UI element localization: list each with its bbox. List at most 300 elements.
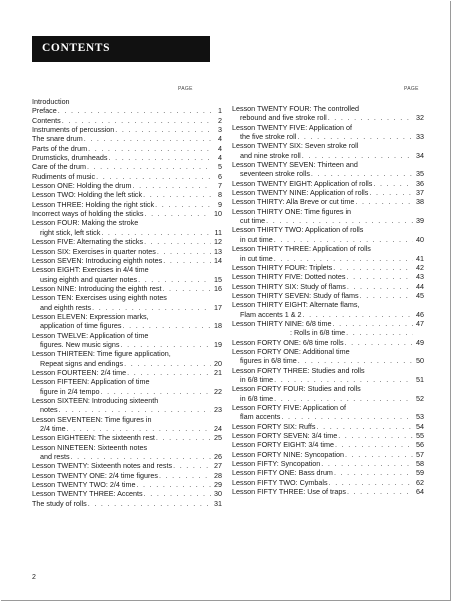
toc-entry-line bbox=[32, 461, 222, 470]
toc-entry bbox=[232, 338, 424, 347]
dot-leader bbox=[297, 132, 413, 141]
toc-entry-line bbox=[232, 141, 424, 150]
toc-entry bbox=[232, 319, 424, 328]
toc-entry-line bbox=[32, 415, 222, 424]
toc-entry-page: 15 bbox=[214, 274, 222, 284]
toc-entry-title: Lesson THIRTY: Alla Breve or cut time bbox=[232, 197, 355, 207]
toc-entry-continuation bbox=[32, 387, 222, 396]
toc-entry-title: and eighth rests bbox=[40, 302, 92, 312]
toc-entry-title: Lesson FORTY EIGHT: 3/4 time bbox=[232, 440, 334, 450]
toc-entry-title: Lesson TWENTY SIX: Seven stroke roll bbox=[232, 141, 359, 151]
dot-leader bbox=[347, 282, 413, 291]
toc-entry bbox=[32, 172, 222, 181]
toc-entry-line bbox=[32, 499, 222, 508]
toc-entry-page: 31 bbox=[214, 498, 222, 508]
dot-leader bbox=[333, 263, 413, 272]
toc-entry bbox=[232, 450, 424, 459]
toc-entry bbox=[232, 300, 424, 319]
toc-entry-page: 49 bbox=[416, 337, 424, 347]
dot-leader bbox=[345, 450, 413, 459]
toc-entry-title: figure in 2/4 tempo bbox=[40, 386, 100, 396]
section-heading: Introduction bbox=[32, 97, 70, 106]
toc-entry bbox=[232, 179, 424, 188]
dot-leader bbox=[311, 169, 413, 178]
toc-entry-page: 37 bbox=[416, 188, 424, 198]
toc-entry-continuation bbox=[32, 321, 222, 330]
toc-entry-title: Lesson TWENTY FOUR: The controlled bbox=[232, 104, 360, 113]
toc-entry-page: 29 bbox=[214, 480, 222, 490]
toc-entry-page: 46 bbox=[416, 309, 424, 319]
toc-entry-page: 13 bbox=[214, 246, 222, 256]
toc-entry-title: : Rolls in 6/8 time bbox=[290, 328, 346, 338]
toc-entry-page: 42 bbox=[416, 262, 424, 272]
dot-leader bbox=[88, 144, 211, 153]
toc-entry bbox=[32, 489, 222, 498]
toc-entry-title: Lesson FORTY SEVEN: 3/4 time bbox=[232, 431, 338, 441]
toc-entry-title: Lesson TWELVE: Application of time bbox=[32, 330, 149, 340]
dot-leader bbox=[274, 235, 413, 244]
dot-leader bbox=[345, 338, 413, 347]
toc-entry-page: 56 bbox=[416, 440, 424, 450]
toc-entry-title: Lesson THIRTY TWO: Application of rolls bbox=[232, 225, 364, 235]
toc-entry-title: Lesson FORTY ONE: 6/8 time rolls bbox=[232, 337, 344, 347]
toc-entry-page: 9 bbox=[218, 199, 222, 209]
toc-entry-title: Repeat signs and endings bbox=[40, 358, 124, 368]
toc-entry-title: Lesson THIRTY EIGHT: Alternate flams, bbox=[232, 300, 360, 310]
toc-entry-line bbox=[32, 293, 222, 302]
toc-entry-line bbox=[232, 338, 424, 347]
toc-entry-line bbox=[232, 459, 424, 468]
dot-leader bbox=[156, 433, 211, 442]
toc-entry-line bbox=[32, 209, 222, 218]
toc-entry-page: 4 bbox=[218, 153, 222, 163]
toc-entry-line bbox=[232, 366, 424, 375]
toc-entry-continuation bbox=[232, 216, 424, 225]
toc-entry-page: 44 bbox=[416, 281, 424, 291]
toc-entry-title: in 6/8 time bbox=[240, 393, 274, 403]
dot-leader bbox=[298, 356, 413, 365]
toc-entry-page: 51 bbox=[416, 374, 424, 384]
toc-entry-line bbox=[32, 443, 222, 452]
toc-entry-title: Lesson THIRTY FOUR: Triplets bbox=[232, 262, 333, 272]
toc-entry-title: Lesson FIFTY TWO: Cymbals bbox=[232, 477, 328, 487]
toc-entry-line bbox=[232, 207, 424, 216]
toc-entry-line bbox=[232, 188, 424, 197]
toc-entry-title: Lesson FIFTY: Syncopation bbox=[232, 459, 321, 469]
toc-entry-title: Contents bbox=[32, 115, 61, 125]
toc-entry-page: 62 bbox=[416, 477, 424, 487]
toc-entry-line bbox=[32, 172, 222, 181]
toc-entry bbox=[232, 440, 424, 449]
dot-leader bbox=[96, 172, 211, 181]
toc-entry-page: 12 bbox=[214, 237, 222, 247]
toc-entry-page: 8 bbox=[218, 190, 222, 200]
toc-entry-title: using eighth and quarter notes bbox=[40, 274, 138, 284]
toc-entry-page: 14 bbox=[214, 255, 222, 265]
toc-entry-title: Lesson TWENTY FIVE: Application of bbox=[232, 122, 352, 132]
dot-leader bbox=[101, 228, 211, 237]
toc-entry-line bbox=[232, 431, 424, 440]
dot-leader bbox=[338, 431, 413, 440]
toc-entry bbox=[32, 200, 222, 209]
toc-entry-page: 59 bbox=[416, 468, 424, 478]
toc-entry-page: 57 bbox=[416, 449, 424, 459]
toc-entry bbox=[232, 459, 424, 468]
toc-entry bbox=[232, 207, 424, 226]
toc-entry-title: figures in 6/8 time bbox=[240, 356, 297, 366]
toc-entry bbox=[232, 197, 424, 206]
toc-entry-page: 39 bbox=[416, 216, 424, 226]
toc-entry bbox=[32, 331, 222, 350]
toc-entry-title: Incorrect ways of holding the sticks bbox=[32, 209, 144, 219]
toc-entry-page: 4 bbox=[218, 143, 222, 153]
toc-entry-line bbox=[32, 312, 222, 321]
toc-entry-page: 22 bbox=[214, 386, 222, 396]
toc-entry-continuation bbox=[32, 359, 222, 368]
toc-entry bbox=[32, 181, 222, 190]
toc-entry-title: Lesson THIRTY THREE: Application of rolls bbox=[232, 244, 371, 254]
toc-entry-title: figures. New music signs bbox=[40, 339, 120, 349]
dot-leader bbox=[88, 499, 211, 508]
page-number: 2 bbox=[32, 574, 36, 581]
toc-entry-continuation bbox=[32, 303, 222, 312]
page-title: CONTENTS bbox=[42, 42, 111, 54]
toc-entry-title: Lesson THIRTY FIVE: Dotted notes bbox=[232, 272, 346, 282]
toc-entry bbox=[32, 480, 222, 489]
toc-entry-title: The study of rolls bbox=[32, 498, 87, 508]
toc-entry-title: notes bbox=[40, 405, 58, 415]
toc-entry-title: in cut time bbox=[240, 234, 273, 244]
toc-entry-line bbox=[232, 225, 424, 234]
toc-entry bbox=[232, 160, 424, 179]
toc-entry-page: 26 bbox=[214, 452, 222, 462]
toc-entry-page: 36 bbox=[416, 178, 424, 188]
contents-column-right bbox=[232, 104, 424, 496]
toc-entry bbox=[32, 415, 222, 434]
dot-leader bbox=[157, 247, 211, 256]
toc-entry-line bbox=[232, 319, 424, 328]
toc-entry-line bbox=[32, 489, 222, 498]
toc-entry bbox=[32, 368, 222, 377]
toc-entry bbox=[32, 256, 222, 265]
dot-leader bbox=[369, 188, 413, 197]
toc-entry bbox=[232, 431, 424, 440]
toc-entry-title: flam accents bbox=[240, 412, 281, 422]
toc-entry-line bbox=[232, 403, 424, 412]
toc-entry-title: Lesson FORTY FIVE: Application of bbox=[232, 403, 346, 412]
toc-entry bbox=[32, 443, 222, 462]
toc-entry bbox=[32, 237, 222, 246]
toc-entry-line bbox=[232, 291, 424, 300]
toc-entry bbox=[232, 282, 424, 291]
toc-entry bbox=[232, 487, 424, 496]
toc-entry-line bbox=[32, 471, 222, 480]
toc-entry-line bbox=[232, 197, 424, 206]
toc-entry-continuation bbox=[232, 375, 424, 384]
toc-entry-page: 5 bbox=[218, 162, 222, 172]
toc-entry-title: application of time figures bbox=[40, 321, 122, 331]
toc-entry-title: Lesson ONE: Holding the drum bbox=[32, 181, 132, 191]
dot-leader bbox=[334, 468, 413, 477]
toc-entry-title: and rests bbox=[40, 452, 70, 462]
toc-entry bbox=[32, 471, 222, 480]
toc-entry-line bbox=[32, 349, 222, 358]
dot-leader bbox=[335, 440, 413, 449]
toc-entry bbox=[32, 209, 222, 218]
toc-entry-title: Lesson THIRTY NINE: 6/8 time bbox=[232, 318, 332, 328]
toc-entry-line bbox=[32, 433, 222, 442]
toc-entry-line bbox=[32, 181, 222, 190]
dot-leader bbox=[101, 387, 211, 396]
dot-leader bbox=[67, 424, 211, 433]
toc-entry-line bbox=[232, 487, 424, 496]
toc-entry-title: Lesson TEN: Exercises using eighth notes bbox=[32, 293, 167, 303]
toc-entry-title: Lesson TWENTY EIGHT: Application of rolls bbox=[232, 178, 373, 188]
toc-entry-page: 20 bbox=[214, 358, 222, 368]
toc-entry-page: 35 bbox=[416, 169, 424, 179]
toc-entry-line bbox=[232, 244, 424, 253]
toc-entry-page: 38 bbox=[416, 197, 424, 207]
toc-entry-title: Lesson FORTY ONE: Additional time bbox=[232, 346, 350, 356]
toc-entry-line bbox=[232, 422, 424, 431]
toc-entry bbox=[232, 478, 424, 487]
toc-entry-title: the five stroke roll bbox=[240, 132, 297, 142]
toc-entry-line bbox=[32, 247, 222, 256]
dot-leader bbox=[346, 272, 413, 281]
toc-entry-page: 45 bbox=[416, 290, 424, 300]
toc-entry bbox=[232, 468, 424, 477]
toc-entry bbox=[32, 153, 222, 162]
dot-leader bbox=[274, 394, 413, 403]
toc-entry-continuation bbox=[32, 424, 222, 433]
toc-entry-title: Lesson FIFTEEN: Application of time bbox=[32, 377, 150, 387]
toc-entry-title: Instruments of percussion bbox=[32, 125, 115, 135]
toc-entry-line bbox=[32, 396, 222, 405]
toc-entry-continuation bbox=[232, 356, 424, 365]
dot-leader bbox=[346, 328, 413, 337]
toc-entry-title: Rudiments of music bbox=[32, 171, 96, 181]
toc-entry-line bbox=[32, 162, 222, 171]
toc-entry-line bbox=[232, 478, 424, 487]
toc-entry-page: 1 bbox=[218, 106, 222, 116]
toc-entry-title: Lesson SEVENTEEN: Time figures in bbox=[32, 414, 152, 424]
toc-entry-title: Lesson THREE: Holding the right stick bbox=[32, 199, 155, 209]
toc-entry-title: Lesson SEVEN: Introducing eighth notes bbox=[32, 255, 163, 265]
toc-entry-page: 6 bbox=[218, 171, 222, 181]
toc-entry-page: 33 bbox=[416, 132, 424, 142]
toc-entry bbox=[232, 141, 424, 160]
toc-entry-line bbox=[232, 347, 424, 356]
dot-leader bbox=[317, 422, 414, 431]
toc-entry bbox=[32, 396, 222, 415]
toc-entry-page: 19 bbox=[214, 339, 222, 349]
toc-entry-line bbox=[32, 331, 222, 340]
toc-entry-line bbox=[32, 190, 222, 199]
dot-leader bbox=[144, 489, 211, 498]
toc-entry-page: 17 bbox=[214, 302, 222, 312]
toc-entry-page: 3 bbox=[218, 125, 222, 135]
dot-leader bbox=[58, 106, 211, 115]
toc-entry bbox=[32, 125, 222, 134]
toc-entry-title: Lesson SIXTEEN: Introducing sixteenth bbox=[32, 396, 159, 405]
toc-entry-title: The snare drum bbox=[32, 134, 83, 144]
toc-entry-continuation bbox=[232, 151, 424, 160]
toc-entry-title: Lesson TWENTY SEVEN: Thirteen and bbox=[232, 160, 358, 170]
toc-entry-title: Lesson FORTY SIX: Ruffs bbox=[232, 421, 316, 431]
toc-entry bbox=[32, 134, 222, 143]
page-column-label-right: PAGE bbox=[404, 86, 419, 92]
toc-entry bbox=[32, 116, 222, 125]
toc-entry-title: seventeen stroke rolls bbox=[240, 169, 310, 179]
toc-entry-title: Lesson FIFTY ONE: Bass drum bbox=[232, 468, 333, 478]
toc-entry-page: 18 bbox=[214, 321, 222, 331]
toc-entry bbox=[232, 123, 424, 142]
toc-entry-continuation bbox=[232, 254, 424, 263]
toc-entry-title: Lesson FORTY FOUR: Studies and rolls bbox=[232, 384, 361, 394]
toc-entry-title: Lesson FORTY NINE: Syncopation bbox=[232, 449, 344, 459]
toc-entry-line bbox=[232, 123, 424, 132]
toc-entry bbox=[232, 366, 424, 385]
toc-entry-line bbox=[232, 300, 424, 309]
toc-entry-line bbox=[32, 377, 222, 386]
toc-entry-title: Lesson TWENTY THREE: Accents bbox=[32, 489, 143, 499]
toc-entry-continuation bbox=[32, 228, 222, 237]
toc-entry-continuation bbox=[32, 275, 222, 284]
toc-entry-title: Parts of the drum bbox=[32, 143, 88, 153]
dot-leader bbox=[143, 190, 211, 199]
toc-entry-page: 11 bbox=[214, 227, 222, 237]
dot-leader bbox=[302, 151, 413, 160]
page-column-label-left: PAGE bbox=[178, 86, 193, 92]
dot-leader bbox=[173, 461, 211, 470]
toc-entry-title: Lesson FIVE: Alternating the sticks bbox=[32, 237, 144, 247]
toc-entry bbox=[32, 144, 222, 153]
toc-entry-title: Lesson NINE: Introducing the eighth rest bbox=[32, 283, 162, 293]
toc-entry-line bbox=[232, 263, 424, 272]
toc-entry-title: Lesson TWENTY ONE: 2/4 time figures bbox=[32, 470, 158, 480]
dot-leader bbox=[132, 181, 211, 190]
toc-entry-line bbox=[232, 468, 424, 477]
dot-leader bbox=[274, 254, 413, 263]
toc-entry-title: Lesson FOURTEEN: 2/4 time bbox=[32, 367, 127, 377]
toc-entry-title: Lesson NINETEEN: Sixteenth notes bbox=[32, 442, 148, 452]
toc-entry-continuation bbox=[32, 452, 222, 461]
dot-leader bbox=[266, 216, 413, 225]
toc-entry-page: 43 bbox=[416, 272, 424, 282]
dot-leader bbox=[123, 321, 211, 330]
toc-entry bbox=[232, 422, 424, 431]
dot-leader bbox=[136, 480, 211, 489]
dot-leader bbox=[163, 256, 211, 265]
toc-entry-title: Lesson THIRTY ONE: Time figures in bbox=[232, 206, 352, 216]
toc-entry-page: 32 bbox=[416, 113, 424, 123]
toc-entry-line bbox=[32, 144, 222, 153]
toc-entry-title: Lesson TWENTY NINE: Application of rolls bbox=[232, 188, 369, 198]
toc-entry-title: Lesson TWO: Holding the left stick bbox=[32, 190, 143, 200]
toc-entry bbox=[32, 247, 222, 256]
toc-entry-line bbox=[32, 368, 222, 377]
dot-leader bbox=[281, 412, 413, 421]
toc-entry-page: 40 bbox=[416, 234, 424, 244]
toc-entry-title: Lesson TWENTY: Sixteenth notes and rests bbox=[32, 461, 173, 471]
toc-entry-page: 55 bbox=[416, 431, 424, 441]
toc-entry bbox=[32, 433, 222, 442]
toc-entry bbox=[232, 104, 424, 123]
toc-entry-title: in 6/8 time bbox=[240, 374, 274, 384]
toc-entry-title: Lesson FORTY THREE: Studies and rolls bbox=[232, 365, 365, 375]
toc-entry-line bbox=[232, 328, 424, 337]
toc-entry-line bbox=[232, 440, 424, 449]
toc-entry-continuation bbox=[232, 310, 424, 319]
toc-entry-page: 24 bbox=[214, 424, 222, 434]
toc-entry-title: Flam accents 1 & 2 bbox=[240, 309, 302, 319]
toc-entry-page: 28 bbox=[214, 470, 222, 480]
toc-entry-title: in cut time bbox=[240, 253, 273, 263]
dot-leader bbox=[347, 487, 413, 496]
toc-entry-continuation bbox=[32, 405, 222, 414]
toc-entry-continuation bbox=[232, 235, 424, 244]
toc-entry-line bbox=[232, 272, 424, 281]
toc-entry bbox=[32, 312, 222, 331]
toc-entry-line bbox=[32, 284, 222, 293]
toc-entry bbox=[232, 272, 424, 281]
toc-entry-page: 16 bbox=[214, 283, 222, 293]
dot-leader bbox=[329, 478, 413, 487]
toc-entry bbox=[232, 328, 424, 337]
toc-entry-page: 23 bbox=[214, 405, 222, 415]
toc-entry-line bbox=[232, 179, 424, 188]
dot-leader bbox=[115, 125, 211, 134]
dot-leader bbox=[321, 459, 413, 468]
dot-leader bbox=[92, 303, 211, 312]
toc-entry-page: 58 bbox=[416, 459, 424, 469]
dot-leader bbox=[159, 471, 211, 480]
toc-entry-title: Lesson FIFTY THREE: Use of traps bbox=[232, 487, 346, 497]
dot-leader bbox=[155, 200, 211, 209]
dot-leader bbox=[84, 134, 211, 143]
toc-entry bbox=[32, 461, 222, 470]
toc-entry bbox=[32, 190, 222, 199]
toc-entry-continuation bbox=[232, 113, 424, 122]
toc-entry-line bbox=[32, 256, 222, 265]
toc-entry-continuation bbox=[232, 132, 424, 141]
dot-leader bbox=[162, 284, 211, 293]
toc-entry-line bbox=[32, 106, 222, 115]
toc-entry-page: 54 bbox=[416, 421, 424, 431]
toc-entry bbox=[232, 188, 424, 197]
toc-entry-page: 64 bbox=[416, 487, 424, 497]
toc-entry-title: Lesson EIGHT: Exercises in 4/4 time bbox=[32, 265, 149, 275]
toc-entry-title: Drumsticks, drumheads bbox=[32, 153, 108, 163]
toc-entry bbox=[232, 403, 424, 422]
toc-entry-page: 27 bbox=[214, 461, 222, 471]
toc-entry-line bbox=[232, 384, 424, 393]
toc-entry-title: Lesson THIRTY SIX: Study of flams bbox=[232, 281, 346, 291]
toc-entry-line bbox=[32, 200, 222, 209]
toc-entry-line bbox=[32, 237, 222, 246]
dot-leader bbox=[71, 452, 211, 461]
toc-entry-line bbox=[232, 450, 424, 459]
toc-entry-page: 7 bbox=[218, 181, 222, 191]
dot-leader bbox=[144, 237, 211, 246]
dot-leader bbox=[332, 319, 413, 328]
toc-entry-line bbox=[32, 116, 222, 125]
toc-entry-line bbox=[32, 265, 222, 274]
toc-entry bbox=[32, 499, 222, 508]
toc-entry-line bbox=[232, 160, 424, 169]
dot-leader bbox=[355, 197, 413, 206]
contents-column-left bbox=[32, 97, 222, 508]
